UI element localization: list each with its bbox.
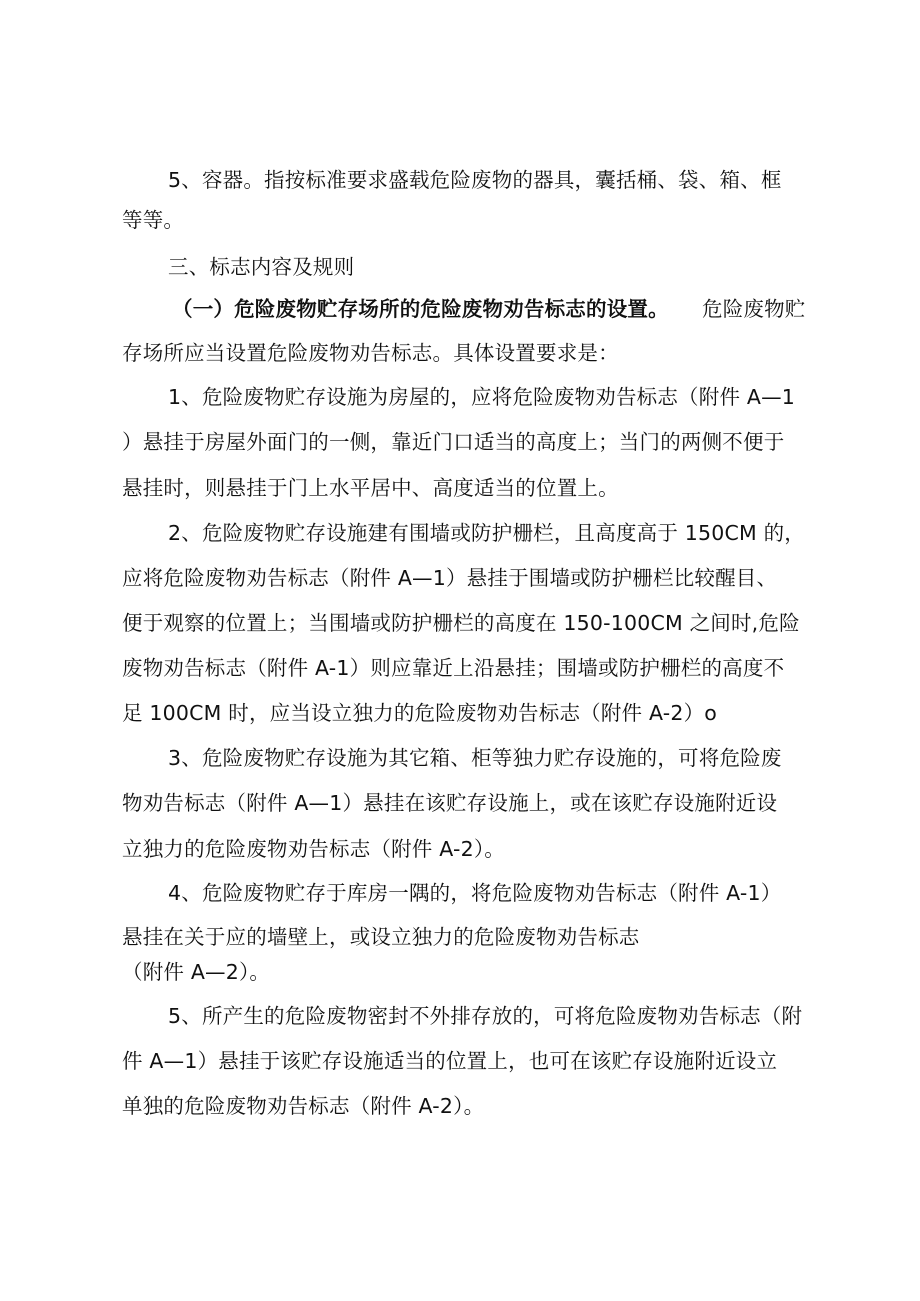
- item-3-line-2: 物劝告标志（附件 A—1）悬挂在该贮存设施上，或在该贮存设施附近设: [122, 791, 778, 815]
- subsection-heading-1: （一）危险废物贮存场所的危险废物劝告标志的设置。: [172, 297, 669, 321]
- item-2-line-5: 足 100CM 时，应当设立独力的危险废物劝告标志（附件 A-2）o: [122, 701, 718, 725]
- para-5-container-line-2: 等等。: [122, 208, 185, 232]
- item-1-line-2: ）悬挂于房屋外面门的一侧，靠近门口适当的高度上；当门的两侧不便于: [122, 430, 785, 454]
- section-heading-3: 三、标志内容及规则: [168, 255, 355, 279]
- item-1-line-1: 1、危险废物贮存设施为房屋的，应将危险废物劝告标志（附件 A—1: [168, 385, 796, 409]
- item-2-line-4: 废物劝告标志（附件 A-1）则应靠近上沿悬挂；围墙或防护栅栏的高度不: [122, 656, 785, 680]
- item-1-line-3: 悬挂时，则悬挂于门上水平居中、高度适当的位置上。: [122, 476, 619, 500]
- item-4-line-1: 4、危险废物贮存于库房一隅的，将危险废物劝告标志（附件 A-1）: [168, 881, 782, 905]
- item-2-line-1: 2、危险废物贮存设施建有围墙或防护栅栏，且高度高于 150CM 的，: [168, 521, 806, 545]
- para-5-container-line-1: 5、容器。指按标准要求盛载危险废物的器具，囊括桶、袋、箱、框: [168, 168, 782, 192]
- subsection-1-text-line-2: 存场所应当设置危险废物劝告标志。具体设置要求是：: [122, 341, 619, 365]
- item-2-line-3: 便于观察的位置上；当围墙或防护栅栏的高度在 150-100CM 之间时,危险: [122, 611, 800, 635]
- item-2-line-2: 应将危险废物劝告标志（附件 A—1）悬挂于围墙或防护栅栏比较醒目、: [122, 566, 778, 590]
- subsection-1-text-line-1: 危险废物贮: [702, 297, 806, 321]
- item-5-line-1: 5、所产生的危险废物密封不外排存放的，可将危险废物劝告标志（附: [168, 1004, 803, 1028]
- item-5-line-2: 件 A—1）悬挂于该贮存设施适当的位置上，也可在该贮存设施附近设立: [122, 1049, 778, 1073]
- item-3-line-3: 立独力的危险废物劝告标志（附件 A-2）。: [122, 837, 505, 861]
- item-4-line-2: 悬挂在关于应的墙壁上，或设立独力的危险废物劝告标志: [122, 925, 640, 949]
- item-4-line-3: （附件 A—2）。: [122, 960, 271, 984]
- item-5-line-3: 单独的危险废物劝告标志（附件 A-2）。: [122, 1094, 485, 1118]
- item-3-line-1: 3、危险废物贮存设施为其它箱、柜等独力贮存设施的，可将危险废: [168, 746, 782, 770]
